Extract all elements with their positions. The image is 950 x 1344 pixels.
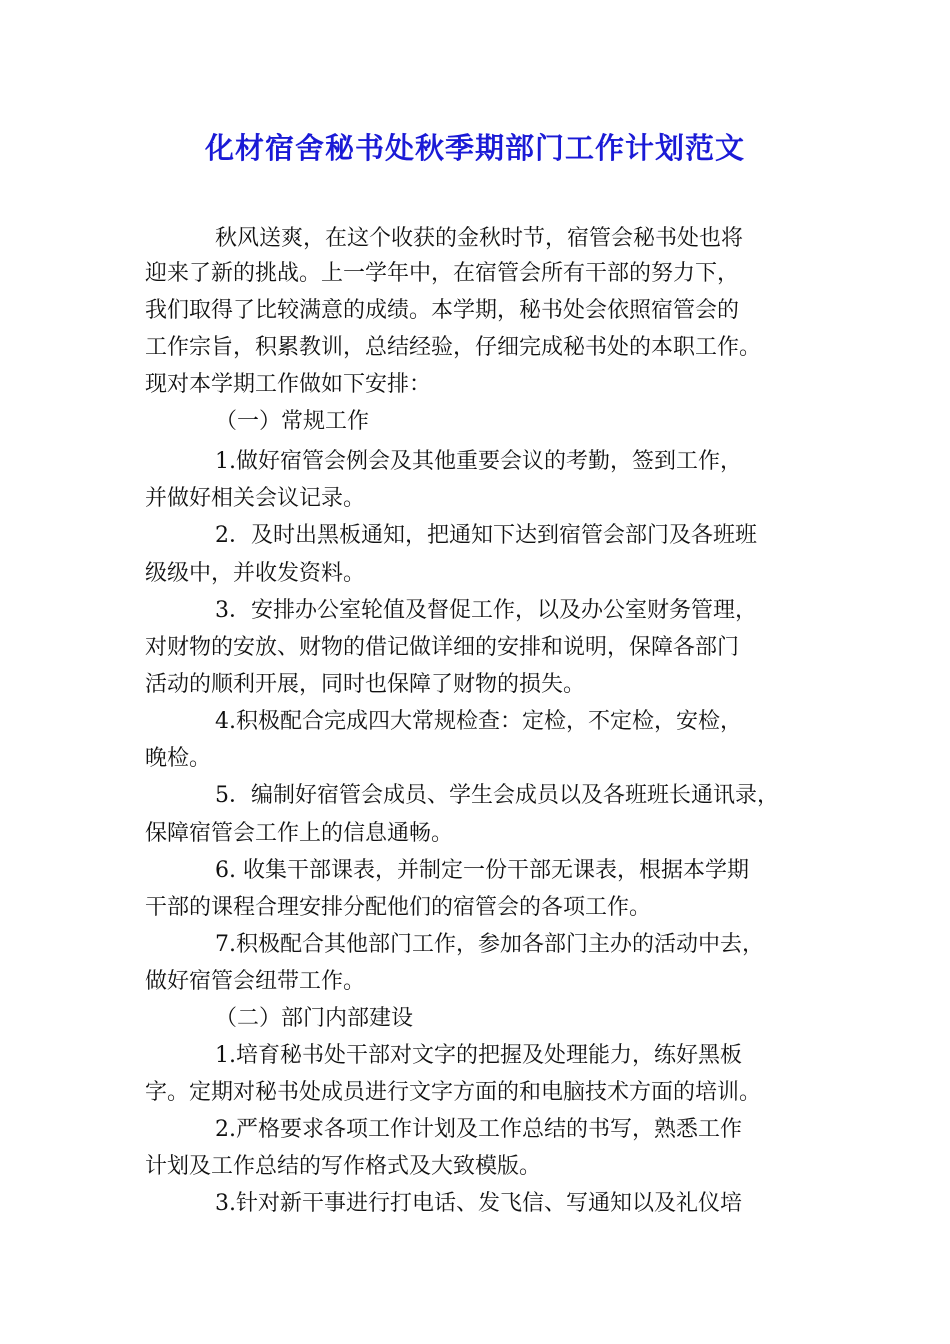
section-heading: （二）部门内部建设 — [215, 1006, 414, 1031]
paragraph-line: 工作宗旨，积累教训，总结经验，仔细完成秘书处的本职工作。 — [145, 335, 762, 360]
list-item-line: 2.严格要求各项工作计划及工作总结的书写，熟悉工作 — [215, 1117, 742, 1142]
list-item-line: 晚检。 — [145, 746, 212, 771]
paragraph-line: 我们取得了比较满意的成绩。本学期，秘书处会依照宿管会的 — [145, 298, 740, 323]
list-item-line: 4.积极配合完成四大常规检查：定检，不定检，安检， — [215, 709, 742, 734]
section-heading: （一）常规工作 — [215, 409, 370, 434]
list-item-line: 保障宿管会工作上的信息通畅。 — [145, 821, 454, 846]
paragraph-line: 秋风送爽，在这个收获的金秋时节，宿管会秘书处也将 — [215, 226, 744, 251]
list-item-line: 活动的顺利开展，同时也保障了财物的损失。 — [145, 672, 586, 697]
list-item-line: 3.针对新干事进行打电话、发飞信、写通知以及礼仪培 — [215, 1191, 742, 1216]
list-item-line: 6. 收集干部课表，并制定一份干部无课表，根据本学期 — [215, 858, 749, 883]
list-item-line: 1.做好宿管会例会及其他重要会议的考勤，签到工作， — [215, 449, 742, 474]
document-title: 化材宿舍秘书处秋季期部门工作计划范文 — [204, 131, 745, 165]
list-item-line: 7.积极配合其他部门工作，参加各部门主办的活动中去， — [215, 932, 764, 957]
list-item-line: 并做好相关会议记录。 — [145, 486, 366, 511]
list-item-line: 2．及时出黑板通知，把通知下达到宿管会部门及各班班 — [215, 523, 757, 548]
list-item-line: 1.培育秘书处干部对文字的把握及处理能力，练好黑板 — [215, 1043, 742, 1068]
list-item-line: 做好宿管会纽带工作。 — [145, 969, 366, 994]
list-item-line: 3．安排办公室轮值及督促工作，以及办公室财务管理， — [215, 598, 757, 623]
list-item-line: 计划及工作总结的写作格式及大致模版。 — [145, 1154, 542, 1179]
list-item-line: 对财物的安放、财物的借记做详细的安排和说明，保障各部门 — [145, 635, 740, 660]
list-item-line: 干部的课程合理安排分配他们的宿管会的各项工作。 — [145, 895, 652, 920]
paragraph-line: 迎来了新的挑战。上一学年中，在宿管会所有干部的努力下， — [145, 261, 740, 286]
list-item-line: 5．编制好宿管会成员、学生会成员以及各班班长通讯录， — [215, 783, 779, 808]
list-item-line: 级级中，并收发资料。 — [145, 561, 366, 586]
paragraph-line: 现对本学期工作做如下安排： — [145, 372, 432, 397]
list-item-line: 字。定期对秘书处成员进行文字方面的和电脑技术方面的培训。 — [145, 1080, 762, 1105]
